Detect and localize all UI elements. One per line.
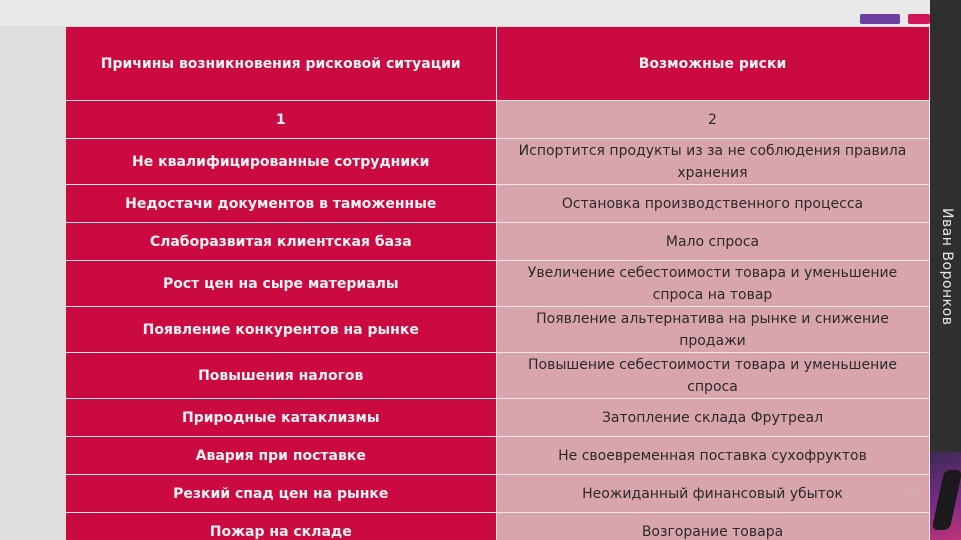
top-band bbox=[0, 0, 930, 26]
cause-cell: Пожар на складе bbox=[66, 513, 496, 540]
column-number-2: 2 bbox=[496, 101, 929, 139]
table-header-row bbox=[66, 27, 929, 101]
page-number: 4 bbox=[910, 487, 916, 496]
risk-cell: Неожиданный финансовый убыток bbox=[496, 475, 929, 513]
risk-cell: Повышение себестоимости товара и уменьшение спроса bbox=[496, 353, 929, 399]
table-row bbox=[66, 261, 929, 307]
column-number-1: 1 bbox=[66, 101, 496, 139]
presenter-name: Иван Воронков bbox=[939, 208, 955, 326]
cause-cell: Природные катаклизмы bbox=[66, 399, 496, 437]
cause-cell: Появление конкурентов на рынке bbox=[66, 307, 496, 353]
risk-table bbox=[66, 27, 930, 540]
risk-cell: Остановка производственного процесса bbox=[496, 185, 929, 223]
table-row bbox=[66, 185, 929, 223]
decor-bar-purple bbox=[860, 14, 900, 24]
decor-bar-pink bbox=[908, 14, 930, 24]
risk-cell: Мало спроса bbox=[496, 223, 929, 261]
cause-cell: Слаборазвитая клиентская база bbox=[66, 223, 496, 261]
table-row bbox=[66, 307, 929, 353]
cause-cell: Рост цен на сыре материалы bbox=[66, 261, 496, 307]
cause-cell: Недостачи документов в таможенные bbox=[66, 185, 496, 223]
table-number-row bbox=[66, 101, 929, 139]
table-row bbox=[66, 437, 929, 475]
risk-cell: Появление альтернатива на рынке и снижение продажи bbox=[496, 307, 929, 353]
table-row bbox=[66, 353, 929, 399]
risk-cell: Не своевременная поставка сухофруктов bbox=[496, 437, 929, 475]
cause-cell: Резкий спад цен на рынке bbox=[66, 475, 496, 513]
cause-cell: Авария при поставке bbox=[66, 437, 496, 475]
risk-cell: Затопление склада Фрутреал bbox=[496, 399, 929, 437]
table-row bbox=[66, 513, 929, 540]
risk-cell: Возгорание товара bbox=[496, 513, 929, 540]
table-row bbox=[66, 223, 929, 261]
cause-cell: Не квалифицированные сотрудники bbox=[66, 139, 496, 185]
risk-cell: Увеличение себестоимости товара и уменьшение спроса на товар bbox=[496, 261, 929, 307]
risk-cell: Испортится продукты из за не соблюдения правила хранения bbox=[496, 139, 929, 185]
table-row bbox=[66, 399, 929, 437]
header-risks: Возможные риски bbox=[496, 27, 929, 101]
table-row bbox=[66, 139, 929, 185]
table-row bbox=[66, 475, 929, 513]
cause-cell: Повышения налогов bbox=[66, 353, 496, 399]
header-causes: Причины возникновения рисковой ситуации bbox=[66, 27, 496, 101]
